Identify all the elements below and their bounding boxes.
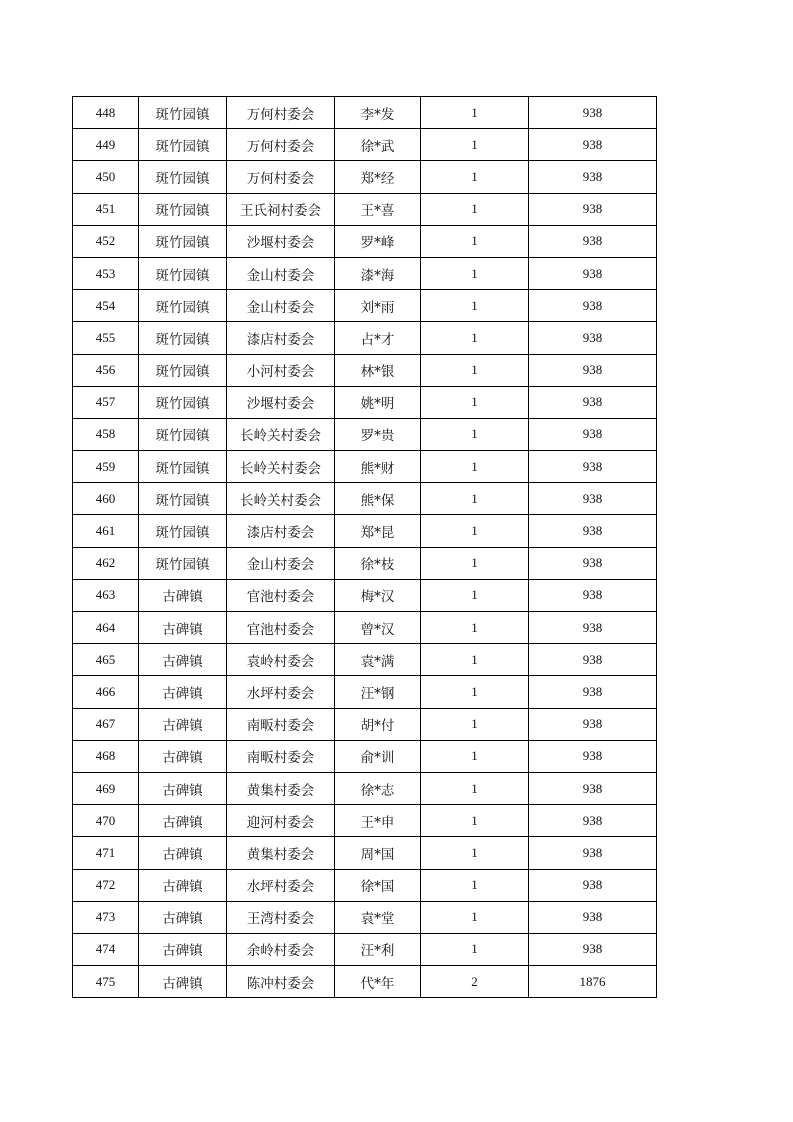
amount-cell: 938 (529, 933, 657, 965)
table-row (73, 740, 657, 772)
row-number-cell: 471 (73, 837, 139, 869)
name-cell: 郑*昆 (335, 515, 421, 547)
amount-cell: 938 (529, 483, 657, 515)
village-cell: 南畈村委会 (227, 708, 335, 740)
data-table (72, 96, 657, 998)
name-cell: 熊*保 (335, 483, 421, 515)
village-cell: 长岭关村委会 (227, 418, 335, 450)
village-cell: 余岭村委会 (227, 933, 335, 965)
village-cell: 漆店村委会 (227, 322, 335, 354)
village-cell: 南畈村委会 (227, 740, 335, 772)
table-row (73, 483, 657, 515)
table-body (73, 97, 657, 998)
amount-cell: 938 (529, 579, 657, 611)
town-cell: 古碑镇 (139, 901, 227, 933)
table-row (73, 966, 657, 998)
count-cell: 1 (421, 225, 529, 257)
amount-cell: 938 (529, 451, 657, 483)
row-number-cell: 475 (73, 966, 139, 998)
village-cell: 万何村委会 (227, 97, 335, 129)
table-row (73, 837, 657, 869)
name-cell: 周*国 (335, 837, 421, 869)
count-cell: 1 (421, 579, 529, 611)
town-cell: 斑竹园镇 (139, 515, 227, 547)
amount-cell: 938 (529, 322, 657, 354)
village-cell: 长岭关村委会 (227, 483, 335, 515)
row-number-cell: 467 (73, 708, 139, 740)
village-cell: 金山村委会 (227, 547, 335, 579)
count-cell: 1 (421, 901, 529, 933)
count-cell: 1 (421, 515, 529, 547)
amount-cell: 938 (529, 676, 657, 708)
count-cell: 1 (421, 644, 529, 676)
row-number-cell: 455 (73, 322, 139, 354)
village-cell: 黄集村委会 (227, 772, 335, 804)
amount-cell: 938 (529, 161, 657, 193)
amount-cell: 938 (529, 354, 657, 386)
row-number-cell: 450 (73, 161, 139, 193)
count-cell: 1 (421, 772, 529, 804)
amount-cell: 938 (529, 644, 657, 676)
town-cell: 古碑镇 (139, 772, 227, 804)
amount-cell: 938 (529, 193, 657, 225)
row-number-cell: 454 (73, 290, 139, 322)
table-row (73, 451, 657, 483)
count-cell: 2 (421, 966, 529, 998)
row-number-cell: 453 (73, 257, 139, 289)
name-cell: 徐*枝 (335, 547, 421, 579)
village-cell: 长岭关村委会 (227, 451, 335, 483)
amount-cell: 1876 (529, 966, 657, 998)
row-number-cell: 469 (73, 772, 139, 804)
row-number-cell: 458 (73, 418, 139, 450)
village-cell: 沙堰村委会 (227, 386, 335, 418)
table-row (73, 354, 657, 386)
table-row (73, 869, 657, 901)
count-cell: 1 (421, 257, 529, 289)
amount-cell: 938 (529, 740, 657, 772)
row-number-cell: 465 (73, 644, 139, 676)
row-number-cell: 466 (73, 676, 139, 708)
town-cell: 古碑镇 (139, 869, 227, 901)
count-cell: 1 (421, 418, 529, 450)
village-cell: 袁岭村委会 (227, 644, 335, 676)
count-cell: 1 (421, 740, 529, 772)
row-number-cell: 449 (73, 129, 139, 161)
row-number-cell: 456 (73, 354, 139, 386)
name-cell: 徐*志 (335, 772, 421, 804)
table-row (73, 322, 657, 354)
village-cell: 水坪村委会 (227, 869, 335, 901)
row-number-cell: 473 (73, 901, 139, 933)
village-cell: 迎河村委会 (227, 805, 335, 837)
count-cell: 1 (421, 483, 529, 515)
village-cell: 王氏祠村委会 (227, 193, 335, 225)
count-cell: 1 (421, 161, 529, 193)
village-cell: 沙堰村委会 (227, 225, 335, 257)
name-cell: 林*银 (335, 354, 421, 386)
village-cell: 官池村委会 (227, 579, 335, 611)
table-row (73, 225, 657, 257)
town-cell: 斑竹园镇 (139, 129, 227, 161)
town-cell: 古碑镇 (139, 740, 227, 772)
town-cell: 斑竹园镇 (139, 483, 227, 515)
town-cell: 斑竹园镇 (139, 225, 227, 257)
name-cell: 代*年 (335, 966, 421, 998)
town-cell: 古碑镇 (139, 933, 227, 965)
name-cell: 姚*明 (335, 386, 421, 418)
name-cell: 罗*贵 (335, 418, 421, 450)
table-row (73, 708, 657, 740)
village-cell: 万何村委会 (227, 129, 335, 161)
row-number-cell: 464 (73, 612, 139, 644)
amount-cell: 938 (529, 708, 657, 740)
name-cell: 占*才 (335, 322, 421, 354)
table-row (73, 290, 657, 322)
name-cell: 汪*钢 (335, 676, 421, 708)
table-row (73, 579, 657, 611)
amount-cell: 938 (529, 772, 657, 804)
name-cell: 刘*雨 (335, 290, 421, 322)
row-number-cell: 472 (73, 869, 139, 901)
row-number-cell: 459 (73, 451, 139, 483)
village-cell: 官池村委会 (227, 612, 335, 644)
count-cell: 1 (421, 805, 529, 837)
amount-cell: 938 (529, 386, 657, 418)
table-row (73, 515, 657, 547)
count-cell: 1 (421, 451, 529, 483)
amount-cell: 938 (529, 418, 657, 450)
row-number-cell: 451 (73, 193, 139, 225)
name-cell: 郑*经 (335, 161, 421, 193)
town-cell: 古碑镇 (139, 644, 227, 676)
town-cell: 斑竹园镇 (139, 386, 227, 418)
amount-cell: 938 (529, 901, 657, 933)
town-cell: 古碑镇 (139, 708, 227, 740)
row-number-cell: 474 (73, 933, 139, 965)
amount-cell: 938 (529, 97, 657, 129)
table-row (73, 257, 657, 289)
table-row (73, 161, 657, 193)
village-cell: 漆店村委会 (227, 515, 335, 547)
village-cell: 金山村委会 (227, 257, 335, 289)
row-number-cell: 470 (73, 805, 139, 837)
name-cell: 李*发 (335, 97, 421, 129)
count-cell: 1 (421, 290, 529, 322)
table-row (73, 612, 657, 644)
row-number-cell: 461 (73, 515, 139, 547)
table-row (73, 901, 657, 933)
amount-cell: 938 (529, 129, 657, 161)
town-cell: 斑竹园镇 (139, 418, 227, 450)
count-cell: 1 (421, 837, 529, 869)
name-cell: 王*喜 (335, 193, 421, 225)
name-cell: 袁*堂 (335, 901, 421, 933)
count-cell: 1 (421, 869, 529, 901)
count-cell: 1 (421, 933, 529, 965)
amount-cell: 938 (529, 257, 657, 289)
amount-cell: 938 (529, 290, 657, 322)
row-number-cell: 468 (73, 740, 139, 772)
village-cell: 王湾村委会 (227, 901, 335, 933)
name-cell: 袁*满 (335, 644, 421, 676)
count-cell: 1 (421, 322, 529, 354)
town-cell: 斑竹园镇 (139, 193, 227, 225)
table-row (73, 129, 657, 161)
village-cell: 黄集村委会 (227, 837, 335, 869)
town-cell: 斑竹园镇 (139, 161, 227, 193)
name-cell: 罗*峰 (335, 225, 421, 257)
town-cell: 斑竹园镇 (139, 451, 227, 483)
table-row (73, 547, 657, 579)
count-cell: 1 (421, 386, 529, 418)
table-row (73, 418, 657, 450)
amount-cell: 938 (529, 515, 657, 547)
town-cell: 古碑镇 (139, 676, 227, 708)
name-cell: 徐*国 (335, 869, 421, 901)
name-cell: 梅*汉 (335, 579, 421, 611)
name-cell: 俞*训 (335, 740, 421, 772)
count-cell: 1 (421, 97, 529, 129)
town-cell: 古碑镇 (139, 612, 227, 644)
amount-cell: 938 (529, 225, 657, 257)
row-number-cell: 452 (73, 225, 139, 257)
table-row (73, 644, 657, 676)
village-cell: 水坪村委会 (227, 676, 335, 708)
count-cell: 1 (421, 354, 529, 386)
row-number-cell: 462 (73, 547, 139, 579)
table-row (73, 772, 657, 804)
town-cell: 斑竹园镇 (139, 257, 227, 289)
town-cell: 古碑镇 (139, 805, 227, 837)
village-cell: 金山村委会 (227, 290, 335, 322)
count-cell: 1 (421, 676, 529, 708)
name-cell: 曾*汉 (335, 612, 421, 644)
name-cell: 王*申 (335, 805, 421, 837)
town-cell: 古碑镇 (139, 837, 227, 869)
village-cell: 万何村委会 (227, 161, 335, 193)
town-cell: 古碑镇 (139, 966, 227, 998)
amount-cell: 938 (529, 837, 657, 869)
town-cell: 斑竹园镇 (139, 97, 227, 129)
row-number-cell: 463 (73, 579, 139, 611)
amount-cell: 938 (529, 547, 657, 579)
row-number-cell: 457 (73, 386, 139, 418)
table-row (73, 97, 657, 129)
amount-cell: 938 (529, 869, 657, 901)
row-number-cell: 448 (73, 97, 139, 129)
town-cell: 斑竹园镇 (139, 547, 227, 579)
table-row (73, 676, 657, 708)
amount-cell: 938 (529, 805, 657, 837)
count-cell: 1 (421, 612, 529, 644)
table-row (73, 933, 657, 965)
village-cell: 小河村委会 (227, 354, 335, 386)
town-cell: 斑竹园镇 (139, 322, 227, 354)
count-cell: 1 (421, 708, 529, 740)
town-cell: 古碑镇 (139, 579, 227, 611)
table-row (73, 386, 657, 418)
table-row (73, 193, 657, 225)
town-cell: 斑竹园镇 (139, 354, 227, 386)
count-cell: 1 (421, 129, 529, 161)
name-cell: 徐*武 (335, 129, 421, 161)
row-number-cell: 460 (73, 483, 139, 515)
count-cell: 1 (421, 547, 529, 579)
name-cell: 汪*利 (335, 933, 421, 965)
name-cell: 胡*付 (335, 708, 421, 740)
amount-cell: 938 (529, 612, 657, 644)
town-cell: 斑竹园镇 (139, 290, 227, 322)
village-cell: 陈冲村委会 (227, 966, 335, 998)
table-row (73, 805, 657, 837)
count-cell: 1 (421, 193, 529, 225)
name-cell: 漆*海 (335, 257, 421, 289)
name-cell: 熊*财 (335, 451, 421, 483)
